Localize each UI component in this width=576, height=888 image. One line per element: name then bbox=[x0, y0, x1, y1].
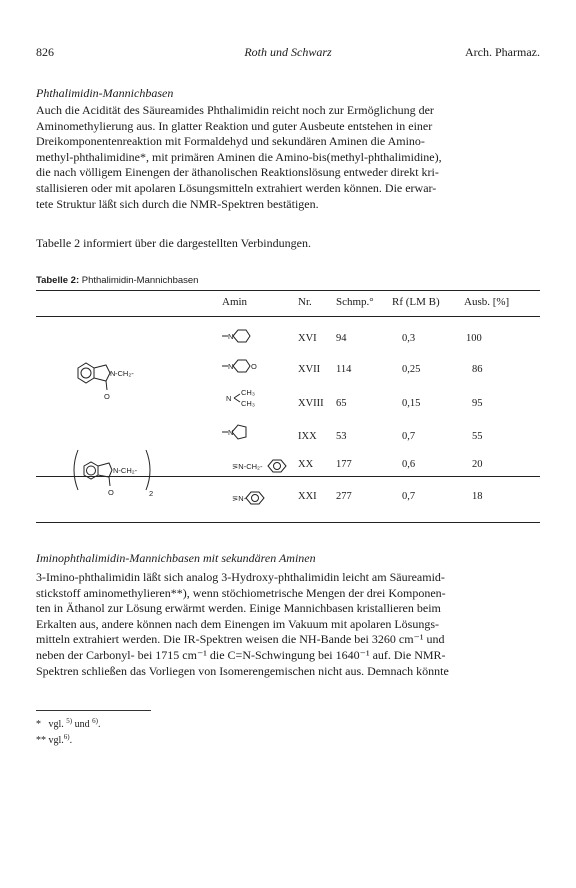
footnote-2-ref: 6) bbox=[63, 733, 70, 741]
header-amin: Amin bbox=[222, 296, 248, 308]
header-schmp: Schmp.° bbox=[336, 296, 374, 308]
cell-nr: XVII bbox=[298, 364, 321, 375]
cell-schmp: 114 bbox=[336, 364, 352, 375]
paragraph-line: Auch die Acidität des Säureamides Phthalimidin reicht noch zur Ermöglichung der bbox=[36, 103, 434, 117]
paragraph-line: stallisieren oder mit apolaren Lösungsmitteln extrahiert werden können. Die erwar- bbox=[36, 180, 437, 195]
footnote-1-mark: * bbox=[36, 719, 41, 730]
table-reference-sentence bbox=[36, 236, 540, 252]
phenyl-n-label: ⋝N- bbox=[232, 494, 247, 503]
cell-ausb: 55 bbox=[472, 431, 483, 442]
morpholine-n-label: N bbox=[228, 362, 234, 371]
cell-rf: 0,6 bbox=[402, 459, 416, 470]
page-number: 826 bbox=[36, 45, 54, 59]
paragraph-line: ten in Äthanol zur Lösung erwärmt werden. Einige Mannichbasen kristallieren beim bbox=[36, 601, 441, 616]
cell-rf: 0,7 bbox=[402, 491, 416, 502]
bis-o-label: O bbox=[108, 488, 114, 497]
ch3-top-label: CH₃ bbox=[241, 388, 255, 397]
morpholine-ring-icon bbox=[222, 360, 250, 372]
paragraph-iminophthalimidin bbox=[36, 570, 540, 679]
paragraph-line: Aminomethylierung aus. In glatter Reaktion und guter Ausbeute entstehen in einer bbox=[36, 118, 433, 133]
footnote-1-end: . bbox=[97, 719, 101, 730]
header-rf: Rf (LM B) bbox=[392, 296, 440, 308]
footnote-1-text: vgl. bbox=[48, 719, 64, 730]
table-reference-line: Tabelle 2 informiert über die dargestellten Verbindungen. bbox=[36, 236, 311, 250]
benzyl-n-label: ⋝N-CH₂- bbox=[232, 462, 263, 471]
cell-rf: 0,15 bbox=[402, 398, 421, 409]
running-header bbox=[36, 45, 540, 61]
bis-n-ch2-label: N-CH₂- bbox=[113, 466, 138, 475]
cell-nr: XVI bbox=[298, 333, 317, 344]
cell-rf: 0,25 bbox=[402, 364, 421, 375]
cell-nr: XVIII bbox=[298, 398, 324, 409]
phenyl-ring-icon bbox=[246, 492, 264, 504]
bis-phthalimidin-structure-icon bbox=[74, 450, 150, 490]
cell-schmp: 277 bbox=[336, 491, 352, 502]
struct-ch2-label: -CH₂- bbox=[115, 369, 134, 378]
phthalimidin-structure-icon bbox=[78, 363, 110, 390]
piperidine-n-label: N bbox=[228, 332, 234, 341]
cell-ausb: 86 bbox=[472, 364, 483, 375]
header-journal: Arch. Pharmaz. bbox=[465, 45, 540, 59]
paragraph-line: Dreikomponentenreaktion mit Formaldehyd und sekundären Aminen die Amino- bbox=[36, 134, 425, 149]
cell-rf: 0,3 bbox=[402, 333, 416, 344]
pyrrolidine-ring-icon bbox=[222, 425, 246, 439]
pyrrolidine-n-label: N bbox=[228, 428, 234, 437]
cell-schmp: 53 bbox=[336, 431, 347, 442]
bis-subscript-label: 2 bbox=[149, 489, 154, 498]
footnote-1-ref-a: 5) bbox=[66, 717, 73, 725]
cell-ausb: 100 bbox=[466, 333, 482, 344]
footnote-1 bbox=[36, 717, 100, 730]
footnote-1-ref-b: 6) bbox=[92, 717, 98, 725]
footnote-1-und: und bbox=[74, 719, 90, 730]
header-nr: Nr. bbox=[298, 296, 312, 308]
section-title-iminophthalimidin: Iminophthalimidin-Mannichbasen mit sekundären Aminen bbox=[36, 551, 316, 565]
header-ausb: Ausb. [%] bbox=[464, 296, 510, 308]
document-page bbox=[36, 0, 540, 888]
cell-ausb: 20 bbox=[472, 459, 483, 470]
table-structure-drawings bbox=[36, 318, 296, 524]
piperidine-ring-icon bbox=[222, 330, 250, 342]
cell-nr: XXI bbox=[298, 491, 317, 502]
struct-n-label: N bbox=[110, 369, 116, 378]
paragraph-line: Erkalten aus, andere können nach dem Einengen im Vakuum mit apolaren Lösungs- bbox=[36, 616, 439, 631]
cell-rf: 0,7 bbox=[402, 431, 416, 442]
footnote-2-text: vgl. bbox=[48, 735, 64, 746]
table-caption-label: Tabelle 2: bbox=[36, 275, 80, 286]
table-caption bbox=[36, 275, 198, 286]
paragraph-line: methyl-phthalimidine*, mit primären Aminen die Amino-bis(methyl-phthalimidine), bbox=[36, 149, 442, 164]
dimethyl-n-label: N bbox=[226, 394, 232, 403]
benzyl-ring-icon bbox=[268, 460, 286, 472]
table-header-rule bbox=[36, 316, 540, 317]
paragraph-line: neben der Carbonyl- bei 1715 cm⁻¹ die C=N-Schwingung bei 1640⁻¹ auf. Die NMR- bbox=[36, 647, 446, 662]
paragraph-line: tete Struktur läßt sich durch die NMR-Spektren bestätigen. bbox=[36, 196, 319, 211]
cell-schmp: 94 bbox=[336, 333, 347, 344]
ch3-bottom-label: CH₃ bbox=[241, 399, 255, 408]
paragraph-line: die nach völligem Einengen der äthanolischen Reaktionslösung entweder direkt kri- bbox=[36, 165, 439, 180]
paragraph-line: mitteln extrahiert werden. Die IR-Spektren weisen die NH-Bande bei 3260 cm⁻¹ und bbox=[36, 632, 445, 647]
section-title-phthalimidin: Phthalimidin-Mannichbasen bbox=[36, 86, 174, 100]
footnote-2 bbox=[36, 733, 72, 746]
paragraph-line: Spektren schließen das Vorliegen von Isomerengemischen nicht aus. Demnach könnte bbox=[36, 663, 449, 678]
paragraph-phthalimidin bbox=[36, 103, 540, 212]
struct-o-label: O bbox=[104, 392, 110, 401]
cell-nr: IXX bbox=[298, 431, 317, 442]
cell-ausb: 18 bbox=[472, 491, 483, 502]
paragraph-line: stickstoff aminomethylieren**), wenn stöchiometrische Mengen der drei Komponen- bbox=[36, 585, 446, 600]
footnote-2-end: . bbox=[69, 735, 73, 746]
paragraph-line: 3-Imino-phthalimidin läßt sich analog 3-Hydroxy-phthalimidin leicht am Säureamid- bbox=[36, 570, 445, 584]
cell-schmp: 65 bbox=[336, 398, 347, 409]
footnote-rule bbox=[36, 710, 151, 711]
table-top-rule bbox=[36, 290, 540, 291]
cell-ausb: 95 bbox=[472, 398, 483, 409]
table-caption-text: Phthalimidin-Mannichbasen bbox=[81, 275, 199, 286]
morpholine-o-label: O bbox=[251, 362, 257, 371]
dimethylamine-icon bbox=[234, 394, 240, 402]
header-authors: Roth und Schwarz bbox=[244, 45, 332, 59]
footnote-2-mark: ** bbox=[36, 735, 46, 746]
cell-schmp: 177 bbox=[336, 459, 352, 470]
cell-nr: XX bbox=[298, 459, 314, 470]
